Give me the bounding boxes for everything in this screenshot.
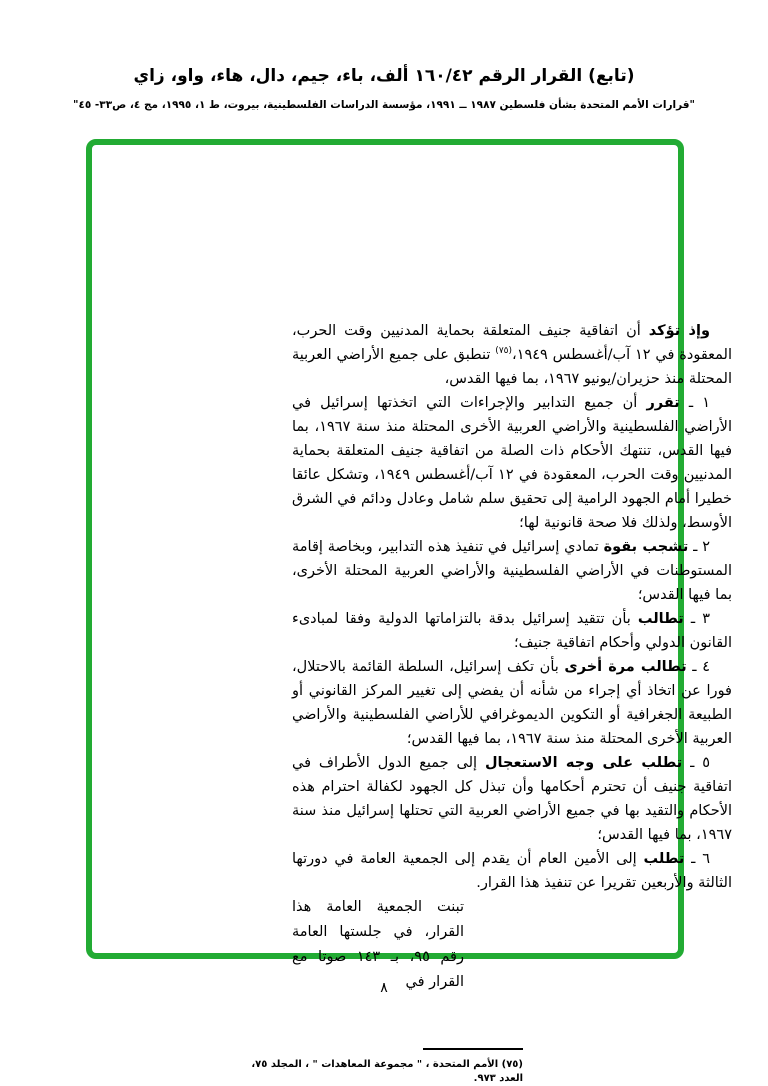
footnote-block <box>231 1048 523 1086</box>
paragraph-1-number: ١ ـ <box>679 395 710 411</box>
paragraph-6-lead: تطلب <box>643 851 685 867</box>
preamble-text-2: تنطبق على جميع الأراضي العربية المحتلة منذ حزيران/يونيو ١٩٦٧، بما فيها القدس، <box>292 347 732 387</box>
paragraph-1-text: أن جميع التدابير والإجراءات التي اتخذتها إسرائيل في الأراضي الفلسطينية والأراضي العربية الأخرى المحتلة منذ سنة ١٩٦٧، بما فيها القدس، تنتهك الأحكام ذات الصلة من اتفاقية جنيف المتعلقة بحماية المدنيين وقت الحرب، المعقودة في ١٢ آب/أغسطس ١٩٤٩، وتشكل عائقا خطيرا أمام الجهود الرامية إلى تحقيق سلم شامل وعادل ودائم في الشرق الأوسط، ولذلك فلا صحة قانونية لها؛ <box>292 395 732 531</box>
preamble-paragraph <box>292 319 732 391</box>
paragraph-5-number: ٥ ـ <box>682 755 711 771</box>
adoption-note: تبنت الجمعية العامة هذا القرار، في جلستها العامة رقم ٩٥، بـ ١٤٣ صوتا مع القرار في <box>292 899 464 990</box>
paragraph-6-text: إلى الأمين العام أن يقدم إلى الجمعية العامة في دورتها الثالثة والأربعين تقريرا عن تنفيذ هذا القرار. <box>292 851 732 891</box>
operative-paragraph-1 <box>292 391 732 535</box>
paragraph-5-text: إلى جميع الدول الأطراف في اتفاقية جنيف أن تحترم أحكامها وأن تبذل كل الجهود لكفالة احترام هذه الأحكام والتقيد بها في جميع الأراضي العربية التي تحتلها إسرائيل منذ سنة ١٩٦٧، بما فيها القدس؛ <box>292 755 732 843</box>
paragraph-2-text: تمادي إسرائيل في تنفيذ هذه التدابير، وبخاصة إقامة المستوطنات في الأراضي الفلسطينية والأراضي العربية المحتلة الأخرى، بما فيها القدس؛ <box>292 539 732 603</box>
page-number: ٨ <box>380 980 388 996</box>
paragraph-3-text: بأن تتقيد إسرائيل بدقة بالتزاماتها الدولية وفقا لمبادىء القانون الدولي وأحكام اتفاقية جنيف؛ <box>292 611 732 651</box>
footnote-divider <box>423 1048 523 1050</box>
paragraph-6-number: ٦ ـ <box>684 851 710 867</box>
paragraph-4-text: بأن تكف إسرائيل، السلطة القائمة بالاحتلال، فورا عن اتخاذ أي إجراء من شأنه أن يفضي إلى تغيير المركز القانوني أو الطبيعة الجغرافية أو التكوين الديموغرافي للأراضي الفلسطينية والأراضي العربية الأخرى المحتلة منذ سنة ١٩٦٧، بما فيها القدس؛ <box>292 659 732 747</box>
paragraph-4-lead: تطالب مرة أخرى <box>564 659 687 675</box>
paragraph-2-lead: تشجب بقوة <box>603 539 689 555</box>
operative-paragraph-4 <box>292 655 732 751</box>
paragraph-2-number: ٢ ـ <box>688 539 710 555</box>
paragraph-1-lead: تقرر <box>646 395 680 411</box>
paragraph-3-lead: تطالب <box>637 611 684 627</box>
source-citation: "قرارات الأمم المتحدة بشأن فلسطين ١٩٨٧ ــ ١٩٩١، مؤسسة الدراسات الفلسطينية، بيروت، ط ١، ١٩٩٥، مج ٤، ص٣٣- ٤٥" <box>72 99 696 111</box>
footnote-reference: (٧٥) <box>495 346 512 357</box>
preamble-lead: وإذ تؤكد <box>648 323 710 339</box>
resolution-box <box>86 139 732 1084</box>
preamble-text-1: أن اتفاقية جنيف المتعلقة بحماية المدنيين وقت الحرب، المعقودة في ١٢ آب/أغسطس ١٩٤٩، <box>292 323 732 363</box>
paragraph-5-lead: تطلب على وجه الاستعجال <box>484 755 683 771</box>
operative-paragraph-2 <box>292 535 732 607</box>
paragraph-3-number: ٣ ـ <box>683 611 710 627</box>
operative-paragraph-3 <box>292 607 732 655</box>
resolution-text-column <box>292 319 732 995</box>
paragraph-4-number: ٤ ـ <box>686 659 710 675</box>
operative-paragraph-5 <box>292 751 732 847</box>
footnote-text: (٧٥) الأمم المتحدة ، " مجموعة المعاهدات " ، المجلد ٧٥، العدد ٩٧٣. <box>251 1059 523 1084</box>
page-title: (تابع) القرار الرقم ١٦٠/٤٢ ألف، باء، جيم، دال، هاء، واو، زاي <box>133 66 635 86</box>
operative-paragraph-6 <box>292 847 732 895</box>
